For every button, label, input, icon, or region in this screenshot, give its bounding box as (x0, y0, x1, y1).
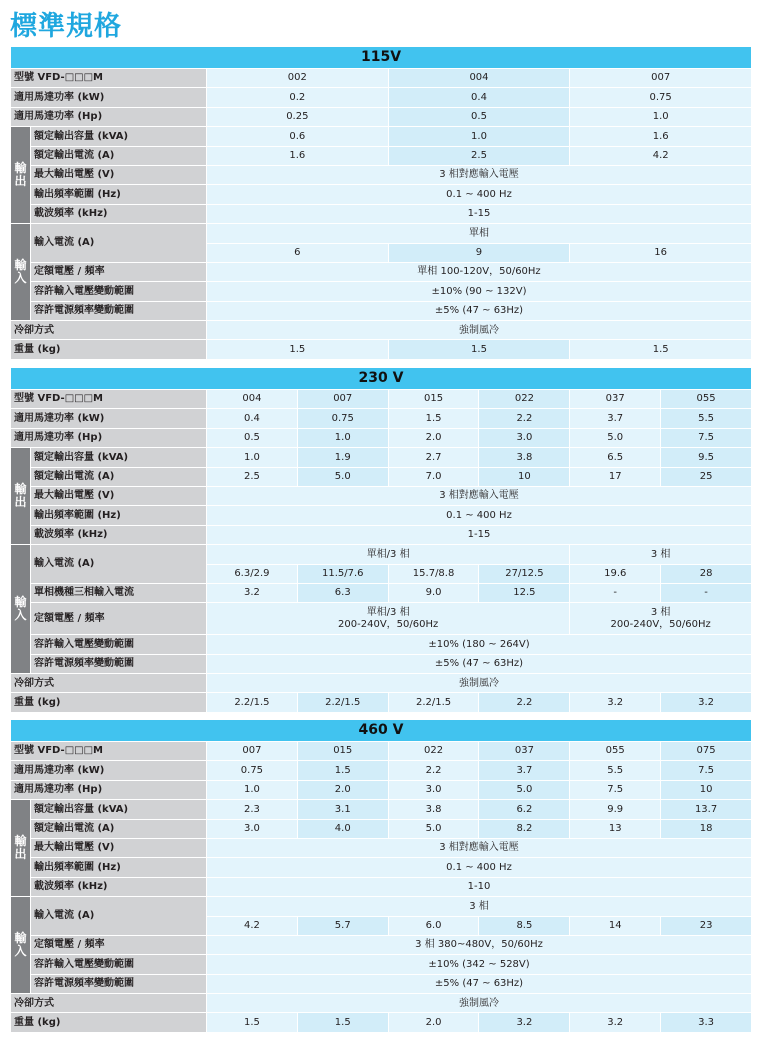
table-cell: 1.5 (297, 761, 388, 780)
table-cell: 1.6 (570, 127, 752, 146)
table-cell: 037 (570, 390, 661, 409)
table-cell: 18 (661, 819, 752, 838)
input-group-label: 輸入 (11, 897, 31, 994)
table-cell: 015 (297, 742, 388, 761)
row-label: 重量 (kg) (11, 693, 207, 712)
table-row (11, 800, 752, 819)
table-cell: 8.2 (479, 819, 570, 838)
row-label: 額定輸出電流 (A) (31, 467, 207, 486)
table-cell: 055 (661, 390, 752, 409)
table-row (11, 69, 752, 88)
table-cell: 3 相 (570, 545, 752, 564)
table-cell: 6 (207, 243, 389, 262)
output-group-label: 輸出 (11, 448, 31, 545)
table-cell: 8.5 (479, 916, 570, 935)
table-cell: 2.3 (207, 800, 298, 819)
table-cell: 3.2 (570, 693, 661, 712)
table-cell: ±10% (342 ~ 528V) (207, 955, 752, 974)
table-cell: 19.6 (570, 564, 661, 583)
table-row (11, 994, 752, 1013)
table-cell: 13 (570, 819, 661, 838)
table-row (11, 838, 752, 857)
table-cell: ±10% (180 ~ 264V) (207, 635, 752, 654)
table-cell: 022 (479, 390, 570, 409)
page-title: 標準規格 (10, 11, 122, 42)
table-row (11, 761, 752, 780)
table-cell: 7.0 (388, 467, 479, 486)
table-cell: ±5% (47 ~ 63Hz) (207, 654, 752, 673)
table-cell: 007 (207, 742, 298, 761)
table-row (11, 858, 752, 877)
voltage-band: 230 V (11, 368, 752, 390)
table-row (11, 486, 752, 505)
table-cell: 7.5 (661, 428, 752, 447)
band-row (11, 47, 752, 69)
row-label: 定額電壓 / 頻率 (31, 603, 207, 635)
table-cell: 強制風冷 (207, 674, 752, 693)
table-cell: 1-15 (207, 525, 752, 544)
table-cell: 9.5 (661, 448, 752, 467)
row-label: 額定輸出容量 (kVA) (31, 127, 207, 146)
table-cell: 3.0 (388, 780, 479, 799)
table-cell: 9 (388, 243, 570, 262)
spec-table-460v (10, 719, 752, 1033)
table-row (11, 603, 752, 635)
table-cell: 002 (207, 69, 389, 88)
row-label: 輸出頻率範圍 (Hz) (31, 506, 207, 525)
table-cell: 28 (661, 564, 752, 583)
table-cell: 9.0 (388, 583, 479, 602)
table-row (11, 224, 752, 243)
table-cell: 3.7 (479, 761, 570, 780)
row-label: 容許電源頻率變動範圍 (31, 974, 207, 993)
table-cell: 3.1 (297, 800, 388, 819)
table-cell: 4.2 (207, 916, 298, 935)
table-cell: 1.5 (388, 340, 570, 359)
table-cell: 單相 (207, 224, 752, 243)
table-cell: 1.6 (207, 146, 389, 165)
rated-voltage: 200-240V，50/60Hz (610, 618, 711, 630)
table-cell: 0.25 (207, 107, 389, 126)
table-cell: 007 (297, 390, 388, 409)
row-label: 輸出頻率範圍 (Hz) (31, 185, 207, 204)
row-label: 額定輸出容量 (kVA) (31, 800, 207, 819)
table-cell: 0.1 ~ 400 Hz (207, 858, 752, 877)
table-row (11, 321, 752, 340)
rated-phase: 單相/3 相 (366, 607, 410, 619)
table-cell: 3 相對應輸入電壓 (207, 486, 752, 505)
table-cell: 7.5 (570, 780, 661, 799)
row-label: 輸入電流 (A) (31, 897, 207, 936)
table-cell: 0.2 (207, 88, 389, 107)
table-cell: 5.0 (297, 467, 388, 486)
table-cell: 25 (661, 467, 752, 486)
row-label: 容許輸入電壓變動範圍 (31, 635, 207, 654)
row-label: 載波頻率 (kHz) (31, 204, 207, 223)
row-label: 重量 (kg) (11, 340, 207, 359)
table-cell: 3.2 (479, 1013, 570, 1032)
table-cell: 5.0 (570, 428, 661, 447)
table-row (11, 780, 752, 799)
row-label: 輸出頻率範圍 (Hz) (31, 858, 207, 877)
table-cell: 單相/3 相 (207, 545, 570, 564)
table-cell: 022 (388, 742, 479, 761)
band-row (11, 720, 752, 742)
table-cell (207, 603, 570, 635)
table-row (11, 693, 752, 712)
table-cell: 3.8 (388, 800, 479, 819)
voltage-band: 115V (11, 47, 752, 69)
table-cell: 1.5 (388, 409, 479, 428)
table-row (11, 185, 752, 204)
table-row (11, 877, 752, 896)
table-cell: 2.2/1.5 (297, 693, 388, 712)
table-cell: ±10% (90 ~ 132V) (207, 282, 752, 301)
table-cell: 17 (570, 467, 661, 486)
output-group-label: 輸出 (11, 800, 31, 897)
row-label: 容許輸入電壓變動範圍 (31, 282, 207, 301)
row-label: 適用馬達功率 (kW) (11, 761, 207, 780)
table-cell: 5.5 (570, 761, 661, 780)
table-row (11, 282, 752, 301)
table-cell: 12.5 (479, 583, 570, 602)
spec-table-115v (10, 46, 752, 360)
row-label: 最大輸出電壓 (V) (31, 486, 207, 505)
table-cell: 3.0 (479, 428, 570, 447)
table-cell: 3.8 (479, 448, 570, 467)
row-label: 載波頻率 (kHz) (31, 877, 207, 896)
table-cell: 2.0 (297, 780, 388, 799)
table-cell: 0.1 ~ 400 Hz (207, 506, 752, 525)
table-cell: 1.5 (207, 340, 389, 359)
row-label: 適用馬達功率 (Hp) (11, 428, 207, 447)
table-cell: 1.0 (297, 428, 388, 447)
table-row (11, 107, 752, 126)
table-cell: 3.7 (570, 409, 661, 428)
row-label: 容許輸入電壓變動範圍 (31, 955, 207, 974)
table-row (11, 819, 752, 838)
row-label: 最大輸出電壓 (V) (31, 838, 207, 857)
table-cell: 4.0 (297, 819, 388, 838)
table-row (11, 165, 752, 184)
table-cell: ±5% (47 ~ 63Hz) (207, 301, 752, 320)
table-cell: 單相 100-120V，50/60Hz (207, 262, 752, 281)
table-row (11, 654, 752, 673)
row-label: 適用馬達功率 (kW) (11, 409, 207, 428)
spec-table-230v (10, 367, 752, 713)
row-label: 型號 VFD-□□□M (11, 742, 207, 761)
table-cell: ±5% (47 ~ 63Hz) (207, 974, 752, 993)
table-cell: 0.1 ~ 400 Hz (207, 185, 752, 204)
table-cell: 3.0 (207, 819, 298, 838)
table-cell: 7.5 (661, 761, 752, 780)
row-label: 冷卻方式 (11, 994, 207, 1013)
table-cell: 004 (207, 390, 298, 409)
table-cell: 3.2 (570, 1013, 661, 1032)
row-label: 單相機種三相輸入電流 (31, 583, 207, 602)
table-row (11, 742, 752, 761)
table-cell: 037 (479, 742, 570, 761)
table-cell: 1.0 (570, 107, 752, 126)
rated-phase: 3 相 (650, 607, 671, 619)
input-group-label: 輸入 (11, 545, 31, 674)
table-cell: 0.75 (570, 88, 752, 107)
table-cell: 6.3/2.9 (207, 564, 298, 583)
table-cell: 27/12.5 (479, 564, 570, 583)
input-group-label: 輸入 (11, 224, 31, 321)
table-cell: 1.5 (570, 340, 752, 359)
row-label: 定額電壓 / 頻率 (31, 935, 207, 954)
table-row (11, 467, 752, 486)
table-cell: 2.2 (479, 409, 570, 428)
table-row (11, 525, 752, 544)
row-label: 容許電源頻率變動範圍 (31, 301, 207, 320)
table-cell: 3.2 (661, 693, 752, 712)
table-row (11, 635, 752, 654)
band-row (11, 368, 752, 390)
table-row (11, 390, 752, 409)
table-cell: 1-10 (207, 877, 752, 896)
table-cell: 0.4 (207, 409, 298, 428)
table-cell: 6.0 (388, 916, 479, 935)
table-cell: 2.0 (388, 428, 479, 447)
row-label: 適用馬達功率 (Hp) (11, 107, 207, 126)
table-cell: 1.0 (207, 448, 298, 467)
table-cell: 3 相對應輸入電壓 (207, 838, 752, 857)
table-cell: 2.5 (207, 467, 298, 486)
table-row (11, 955, 752, 974)
table-cell: 2.2/1.5 (388, 693, 479, 712)
row-label: 輸入電流 (A) (31, 545, 207, 584)
table-row (11, 935, 752, 954)
table-cell: 3 相 380~480V，50/60Hz (207, 935, 752, 954)
row-label: 輸入電流 (A) (31, 224, 207, 263)
table-row (11, 146, 752, 165)
table-cell: 015 (388, 390, 479, 409)
table-cell: 0.5 (388, 107, 570, 126)
table-row (11, 674, 752, 693)
table-cell: 5.0 (479, 780, 570, 799)
row-label: 重量 (kg) (11, 1013, 207, 1032)
table-row (11, 448, 752, 467)
table-cell: 6.2 (479, 800, 570, 819)
table-cell: - (570, 583, 661, 602)
table-row (11, 1013, 752, 1032)
table-cell: 6.3 (297, 583, 388, 602)
table-row (11, 583, 752, 602)
table-cell: 0.4 (388, 88, 570, 107)
table-cell: 2.0 (388, 1013, 479, 1032)
table-cell: 1.5 (207, 1013, 298, 1032)
table-cell: 5.0 (388, 819, 479, 838)
table-cell (570, 603, 752, 635)
voltage-band: 460 V (11, 720, 752, 742)
table-cell: 0.75 (297, 409, 388, 428)
row-label: 型號 VFD-□□□M (11, 390, 207, 409)
table-cell: 2.2 (388, 761, 479, 780)
row-label: 定額電壓 / 頻率 (31, 262, 207, 281)
row-label: 額定輸出電流 (A) (31, 146, 207, 165)
table-cell: 055 (570, 742, 661, 761)
table-cell: 3 相 (207, 897, 752, 916)
table-cell: 11.5/7.6 (297, 564, 388, 583)
table-cell: 1-15 (207, 204, 752, 223)
table-cell: 1.5 (297, 1013, 388, 1032)
table-cell: 3.3 (661, 1013, 752, 1032)
table-cell: 13.7 (661, 800, 752, 819)
table-row (11, 204, 752, 223)
table-cell: 0.5 (207, 428, 298, 447)
table-cell: 0.6 (207, 127, 389, 146)
table-cell: 16 (570, 243, 752, 262)
table-cell: 3.2 (207, 583, 298, 602)
row-label: 額定輸出電流 (A) (31, 819, 207, 838)
table-cell: 007 (570, 69, 752, 88)
table-cell: 5.7 (297, 916, 388, 935)
row-label: 冷卻方式 (11, 321, 207, 340)
table-cell: 2.7 (388, 448, 479, 467)
table-cell: 4.2 (570, 146, 752, 165)
table-cell: 15.7/8.8 (388, 564, 479, 583)
table-cell: 9.9 (570, 800, 661, 819)
table-cell: 10 (661, 780, 752, 799)
rated-voltage: 200-240V，50/60Hz (338, 618, 439, 630)
table-row (11, 301, 752, 320)
table-cell: 10 (479, 467, 570, 486)
table-row (11, 545, 752, 564)
table-row (11, 428, 752, 447)
table-cell: 1.0 (388, 127, 570, 146)
table-cell: 14 (570, 916, 661, 935)
table-cell: 075 (661, 742, 752, 761)
table-cell: 2.2/1.5 (207, 693, 298, 712)
table-row (11, 88, 752, 107)
table-cell: 2.5 (388, 146, 570, 165)
table-cell: 1.9 (297, 448, 388, 467)
table-row (11, 506, 752, 525)
table-cell: 23 (661, 916, 752, 935)
row-label: 額定輸出容量 (kVA) (31, 448, 207, 467)
table-row (11, 340, 752, 359)
table-cell: 2.2 (479, 693, 570, 712)
table-cell: 0.75 (207, 761, 298, 780)
table-cell: 3 相對應輸入電壓 (207, 165, 752, 184)
row-label: 適用馬達功率 (kW) (11, 88, 207, 107)
table-row (11, 974, 752, 993)
table-cell: 5.5 (661, 409, 752, 428)
table-row (11, 262, 752, 281)
table-cell: 1.0 (207, 780, 298, 799)
row-label: 容許電源頻率變動範圍 (31, 654, 207, 673)
row-label: 載波頻率 (kHz) (31, 525, 207, 544)
row-label: 冷卻方式 (11, 674, 207, 693)
table-cell: 強制風冷 (207, 321, 752, 340)
table-row (11, 409, 752, 428)
output-group-label: 輸出 (11, 127, 31, 224)
row-label: 適用馬達功率 (Hp) (11, 780, 207, 799)
table-cell: 強制風冷 (207, 994, 752, 1013)
table-row (11, 127, 752, 146)
table-cell: 004 (388, 69, 570, 88)
table-row (11, 897, 752, 916)
table-cell: 6.5 (570, 448, 661, 467)
table-cell: - (661, 583, 752, 602)
row-label: 型號 VFD-□□□M (11, 69, 207, 88)
row-label: 最大輸出電壓 (V) (31, 165, 207, 184)
